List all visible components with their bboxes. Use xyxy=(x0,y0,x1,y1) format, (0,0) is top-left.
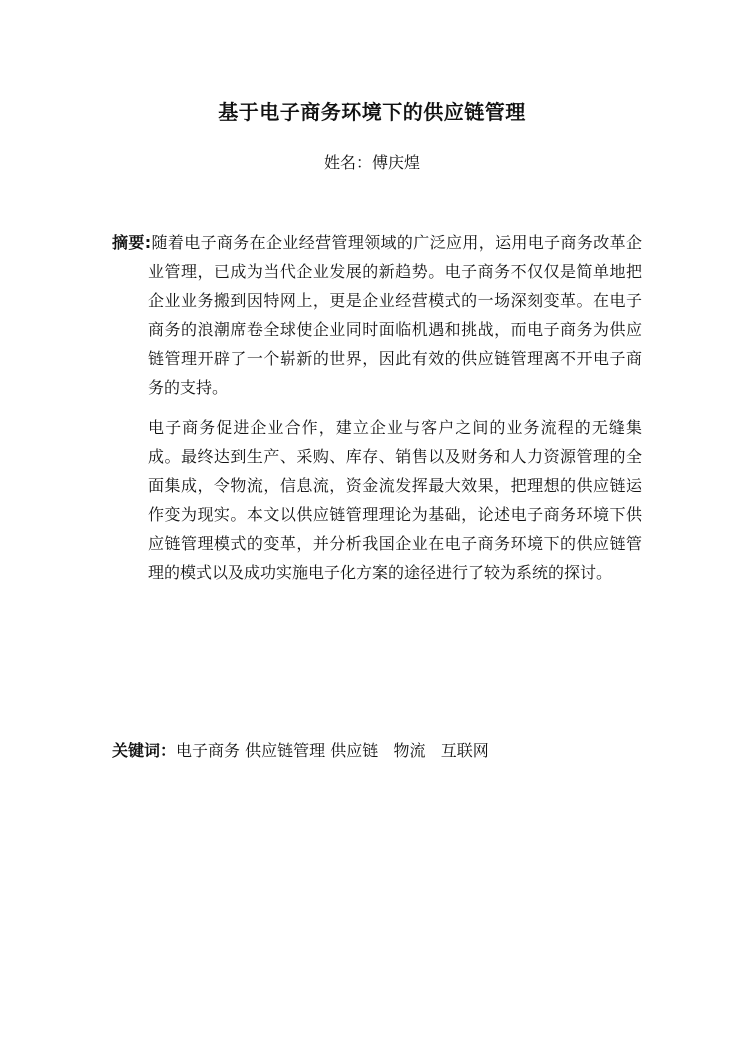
keywords-label: 关键词： xyxy=(112,741,177,760)
author-label: 姓名： xyxy=(323,153,372,172)
abstract-section xyxy=(112,228,642,587)
abstract-text: 随着电子商务在企业经营管理领域的广泛应用，运用电子商务改革企业管理，已成为当代企业发展的新趋势。电子商务不仅仅是简单地把企业业务搬到因特网上，更是企业经营模式的一场深刻变革。在电子商务的浪潮席卷全球使企业同时面临机遇和挑战，而电子商务为供应链管理开辟了一个崭新的世界，因此有效的供应链管理离不开电子商务的支持。 xyxy=(148,233,642,397)
document-title: 基于电子商务环境下的供应链管理 xyxy=(218,100,526,124)
author-line xyxy=(0,150,744,173)
abstract-label: 摘要: xyxy=(112,233,152,252)
author-name: 傅庆煌 xyxy=(372,153,421,172)
abstract-paragraph: 电子商务促进企业合作，建立企业与客户之间的业务流程的无缝集成。最终达到生产、采购、库存、销售以及财务和人力资源管理的全面集成，令物流，信息流，资金流发挥最大效果，把理想的供应链运作变为现实。本文以供应链管理理论为基础，论述电子商务环境下供应链管理模式的变革，并分析我国企业在电子商务环境下的供应链管理的模式以及成功实施电子化方案的途径进行了较为系统的探讨。 xyxy=(148,418,642,582)
abstract-paragraph xyxy=(112,228,642,402)
keywords-line xyxy=(112,738,652,764)
keywords-text: 电子商务 供应链管理 供应链 物流 互联网 xyxy=(176,741,489,760)
